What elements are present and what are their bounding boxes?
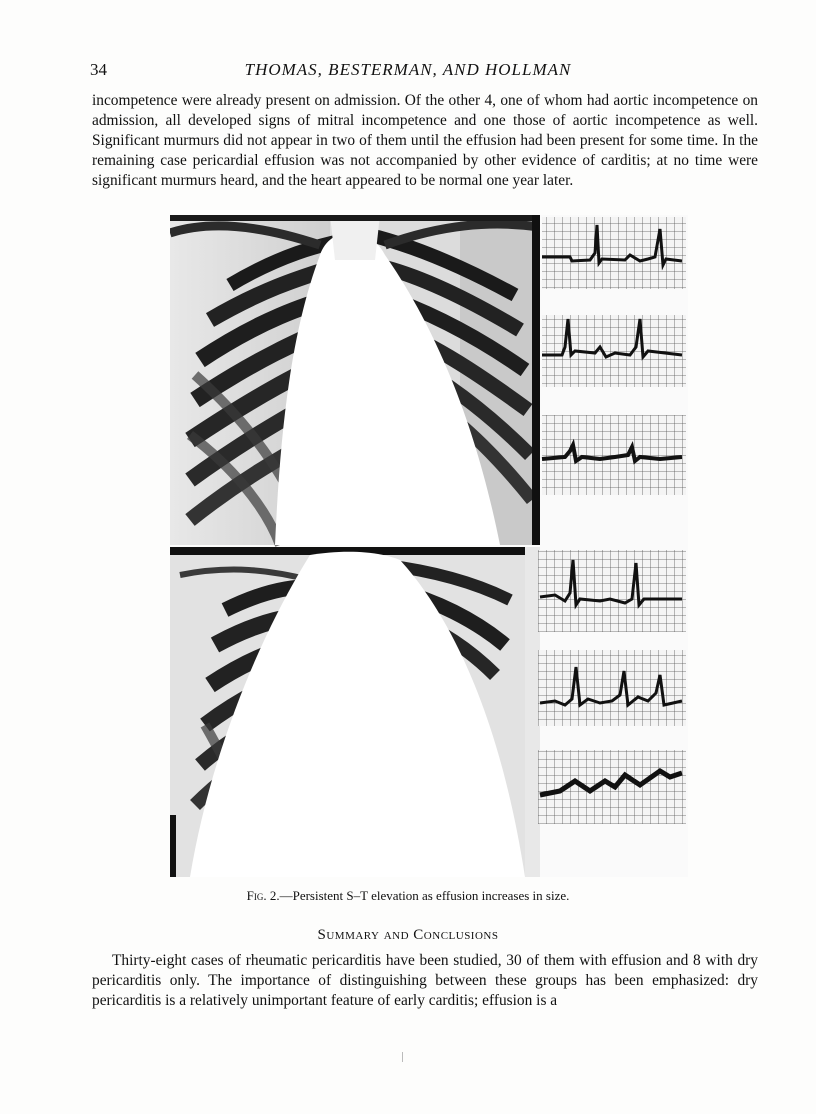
- figure-caption-text: —Persistent S–T elevation as effusion increases in size.: [279, 888, 570, 903]
- scan-mark: [402, 1052, 403, 1062]
- ecg-strip-5: [538, 650, 686, 726]
- ecg-strip-4: [538, 550, 686, 632]
- running-title: THOMAS, BESTERMAN, AND HOLLMAN: [244, 60, 572, 79]
- ecg-strip-3: [542, 415, 686, 495]
- ecg-strip-2: [542, 315, 686, 387]
- figure-caption: [0, 888, 816, 904]
- section-heading: Summary and Conclusions: [317, 927, 499, 943]
- page-number: 34: [90, 60, 107, 79]
- figure-label: Fig. 2.: [246, 888, 280, 903]
- body-paragraph-2: Thirty-eight cases of rheumatic pericarditis have been studied, 30 of them with effusion and 8 with dry pericarditis only. The importance of distinguishing between these groups has been emphasized: dry pericarditis is a relatively unimportant feature of early carditis; effusion is a: [92, 952, 758, 1009]
- ecg-strip-1: [542, 217, 686, 289]
- xray-upper: [170, 215, 540, 545]
- xray-lower: [170, 547, 540, 877]
- ecg-strips: [538, 215, 688, 877]
- body-paragraph-1: incompetence were already present on admission. Of the other 4, one of whom had aortic incompetence on admission, all developed signs of mitral incompetence and one those of aortic incompetence as well. Significant murmurs did not appear in two of them until the effusion had been present for some time. In the remaining case pericardial effusion was not accompanied by other evidence of carditis; at no time were significant murmurs heard, and the heart appeared to be normal one year later.: [92, 92, 758, 189]
- ecg-strip-6: [538, 750, 686, 824]
- figure-2-radiographs-ecg: [170, 215, 688, 877]
